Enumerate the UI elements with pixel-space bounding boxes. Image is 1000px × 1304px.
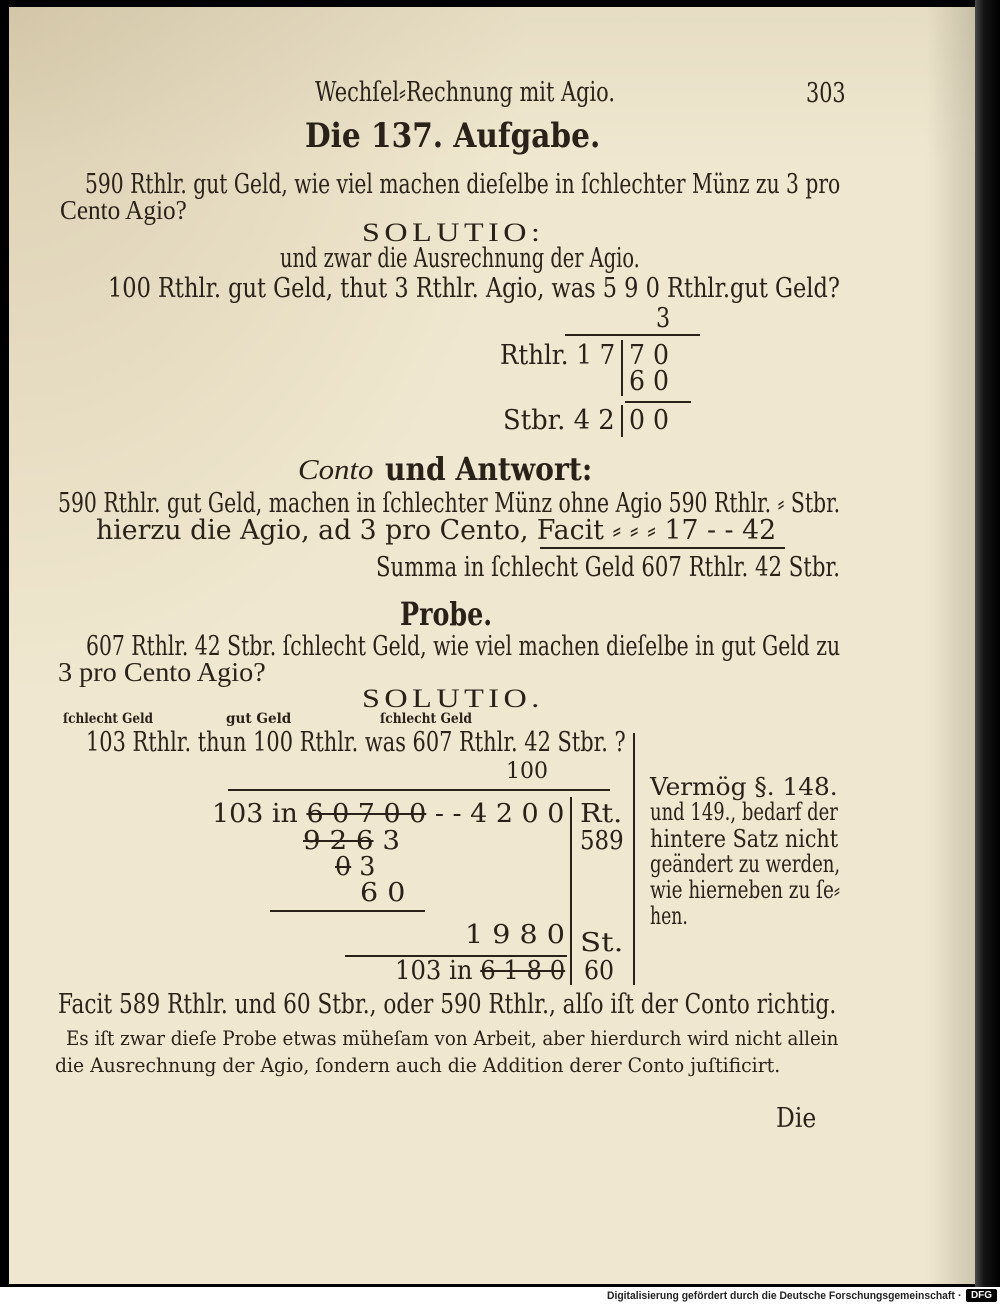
calc-rule — [625, 401, 691, 403]
conto-heading-fraktur: und Antwort: — [385, 450, 593, 488]
division-digits: - - 4 2 0 0 — [426, 799, 565, 829]
solutio-heading: SOLUTIO: — [362, 218, 545, 247]
struck-digits: 0 — [335, 852, 352, 882]
probe-multiplier: 100 — [506, 759, 548, 784]
remark-line: Es iſt zwar dieſe Probe etwas müheſam von Arbeit, aber hierdurch wird nicht allein — [66, 1026, 839, 1050]
calc-multiplier: 3 — [656, 303, 671, 334]
calc-remainder: 6 0 — [629, 366, 669, 397]
question-line: 590 Rthlr. gut Geld, wie viel machen dieſelbe in ſchlechter Münz zu 3 pro — [85, 169, 841, 200]
term-label: ſchlecht Geld — [63, 711, 153, 727]
calc-divider — [621, 340, 623, 396]
solutio-subheading: und zwar die Ausrechnung der Agio. — [280, 243, 640, 274]
struck-digits: 9 2 6 — [303, 826, 374, 856]
result-stbr-label: St. — [580, 928, 624, 958]
division-rule — [228, 789, 610, 791]
division-row — [212, 801, 564, 827]
side-note-line: hen. — [650, 902, 688, 930]
question-line: Cento Agio? — [60, 195, 187, 225]
probe-heading: Probe. — [400, 595, 493, 633]
side-note-line: und 149., bedarf der — [650, 798, 838, 826]
page-number: 303 — [806, 78, 846, 109]
division-digits: 3 — [351, 852, 376, 882]
term-label: ſchlecht Geld — [380, 711, 472, 727]
division-row — [303, 828, 400, 854]
probe-solutio-heading: SOLUTIO. — [362, 684, 544, 713]
division-digits: 3 — [373, 826, 400, 856]
result-divider — [570, 797, 572, 985]
side-note-line: Vermög §. 148. — [650, 773, 838, 801]
dfg-logo: DFG — [966, 1289, 997, 1302]
conclusion-line: Facit 589 Rthlr. und 60 Stbr., oder 590 Rthlr., alſo iſt der Conto richtig. — [58, 989, 837, 1020]
problem-title: Die 137. Aufgabe. — [305, 116, 601, 156]
side-note-line: geändert zu werden, — [650, 850, 841, 878]
conto-line: hierzu die Agio, ad 3 pro Cento, Facit ⸗ ⸗ ⸗ 17 - - 42 — [96, 515, 777, 546]
conto-heading-roman: Conto — [298, 455, 374, 486]
struck-digits: 6 1 8 0 — [480, 956, 566, 986]
result-rthlr-label: Rt. — [580, 799, 623, 829]
side-note-line: hintere Satz nicht — [650, 825, 839, 853]
division-row — [335, 854, 375, 880]
result-rthlr-value: 589 — [580, 826, 624, 856]
division-divisor: 103 in — [395, 956, 481, 986]
side-note-divider — [633, 733, 635, 985]
proportion-line: 100 Rthlr. gut Geld, thut 3 Rthlr. Agio, was 5 9 0 Rthlr.gut Geld? — [108, 273, 840, 304]
conto-line: 590 Rthlr. gut Geld, machen in ſchlechter Münz ohne Agio 590 Rthlr. ⸗ Stbr. — [58, 488, 841, 519]
footer-credit: Digitalisierung gefördert durch die Deutsche Forschungsgemeinschaft — [607, 1290, 955, 1302]
result-stbr-value: 60 — [584, 956, 615, 986]
calc-rthlr-label: Rthlr. 1 7 — [500, 340, 616, 371]
side-note-line: wie hierneben zu ſe⸗ — [650, 876, 840, 904]
division-row — [395, 958, 565, 984]
struck-digits: 6 0 7 0 0 — [306, 799, 427, 829]
remark-line: die Ausrechnung der Agio, ſondern auch die Addition derer Conto juſtificirt. — [55, 1053, 781, 1077]
sum-rule — [540, 547, 785, 549]
calc-stbr-rest: 0 0 — [629, 405, 669, 436]
term-label: gut Geld — [226, 711, 292, 727]
calc-rthlr-rest: 7 0 — [629, 340, 669, 371]
probe-question-line: 607 Rthlr. 42 Stbr. ſchlecht Geld, wie viel machen dieſelbe in gut Geld zu — [86, 631, 841, 662]
division-row: 6 0 — [360, 878, 406, 908]
scan-edge — [975, 0, 1000, 1287]
calc-stbr-label: Stbr. 4 2 — [503, 405, 615, 436]
catchword: Die — [776, 1103, 817, 1134]
division-row: 1 9 8 0 — [465, 920, 565, 950]
running-head: Wechſel⸗Rechnung mit Agio. — [315, 77, 615, 108]
division-divisor: 103 in — [212, 799, 307, 829]
division-rule — [270, 910, 425, 912]
calc-rule — [565, 334, 700, 336]
calc-divider — [621, 405, 623, 437]
probe-proportion-line: 103 Rthlr. thun 100 Rthlr. was 607 Rthlr. 42 Stbr. ? — [86, 727, 626, 758]
conto-sum: Summa in ſchlecht Geld 607 Rthlr. 42 Stbr. — [376, 552, 841, 583]
probe-question-line: 3 pro Cento Agio? — [58, 657, 266, 687]
footer-separator: · — [958, 1290, 962, 1302]
